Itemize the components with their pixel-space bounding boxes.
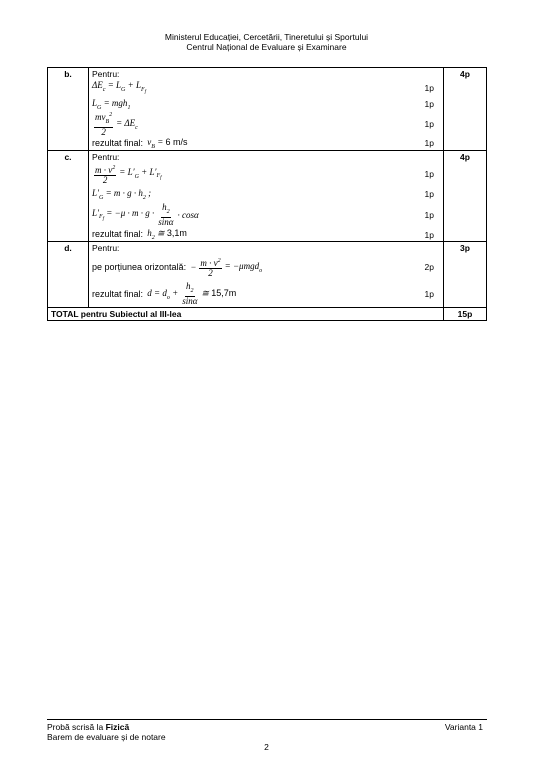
result-prefix: rezultat final: [92, 229, 144, 240]
section-d [48, 242, 487, 308]
section-letter: d. [48, 242, 89, 308]
criterion-points: 1p [424, 189, 434, 199]
criterion-row [92, 112, 440, 136]
total-label: TOTAL pentru Subiectul al III-lea [48, 308, 444, 321]
section-letter: b. [48, 68, 89, 151]
page-number: 2 [264, 742, 269, 752]
total-points: 15p [444, 308, 487, 321]
criterion-points: 1p [424, 289, 434, 299]
formula: pe porțiunea orizontală: − $\frac{m \cdot v^2}{2}$ = −μmgd$_o$ [92, 257, 263, 278]
criterion-prefix: pe porțiunea orizontală: [92, 262, 187, 272]
criterion-row [92, 136, 440, 150]
footer-variant: Varianta 1 [444, 722, 483, 732]
criterion-row [92, 202, 440, 228]
formula: $\frac{m \cdot v^2}{2}$ = $L'_G + L'_{F_f}$ [95, 164, 162, 185]
footer-subject: Fizică [105, 722, 130, 732]
footer-barem-line: Barem de evaluare și de notare [47, 732, 166, 742]
criterion-points: 1p [424, 169, 434, 179]
criterion-points: 1p [424, 138, 434, 148]
criterion-points: 2p [424, 262, 434, 272]
formula: rezultat final: $d = d_o$ + $\frac{h_2}{\sin\alpha}$ ≅ 15,7m [92, 281, 237, 306]
section-points: 3p [444, 242, 487, 308]
section-points: 4p [444, 151, 487, 242]
section-intro: Pentru: [92, 152, 120, 162]
criterion-row [92, 253, 440, 281]
section-intro: Pentru: [92, 243, 120, 253]
result-prefix: rezultat final: [92, 288, 144, 299]
criterion-points: 1p [424, 210, 434, 220]
section-content [89, 242, 444, 308]
formula: $L'_{F_f} = -\mu \cdot m \cdot g$ · $\frac{h_2}{\sin\alpha}$ · cosα [92, 202, 199, 227]
section-content [89, 68, 444, 151]
header-center: Centrul Național de Evaluare și Examinare [186, 42, 347, 52]
footer-exam-line [47, 722, 487, 732]
formula: $\Delta E_c = L_G + L_{F_f}$ [92, 80, 147, 95]
page-header [0, 32, 533, 52]
scoring-table [47, 67, 487, 321]
section-content [89, 151, 444, 242]
formula: rezultat final: $h_2$ ≅ 3,1m [92, 228, 187, 241]
total-row [48, 308, 487, 321]
criterion-row [92, 162, 440, 186]
page-footer [47, 722, 487, 742]
result-prefix: rezultat final: [92, 137, 144, 148]
criterion-points: 1p [424, 119, 434, 129]
formula: $L'_G = m \cdot g \cdot h_2$ ; [92, 187, 152, 201]
criterion-row [92, 79, 440, 96]
criterion-row [92, 228, 440, 241]
footer-divider [47, 719, 487, 720]
header-ministry: Ministerul Educației, Cercetării, Tineretului și Sportului [164, 32, 369, 42]
footer-exam-prefix: Probă scrisă la [47, 722, 106, 732]
section-letter: c. [48, 151, 89, 242]
criterion-points: 1p [424, 229, 434, 240]
section-c [48, 151, 487, 242]
criterion-row [92, 186, 440, 202]
section-b [48, 68, 487, 151]
criterion-row [92, 96, 440, 112]
formula: rezultat final: $v_B = 6$ m/s [92, 136, 188, 150]
formula: $L_G = mgh_1$ [92, 97, 131, 111]
section-intro: Pentru: [92, 69, 120, 79]
criterion-points: 1p [424, 99, 434, 109]
criterion-points: 1p [424, 82, 434, 93]
formula: $\frac{mv_B^2}{2}$ = $\Delta E_c$ [95, 112, 138, 137]
criterion-row [92, 281, 440, 307]
section-points: 4p [444, 68, 487, 151]
